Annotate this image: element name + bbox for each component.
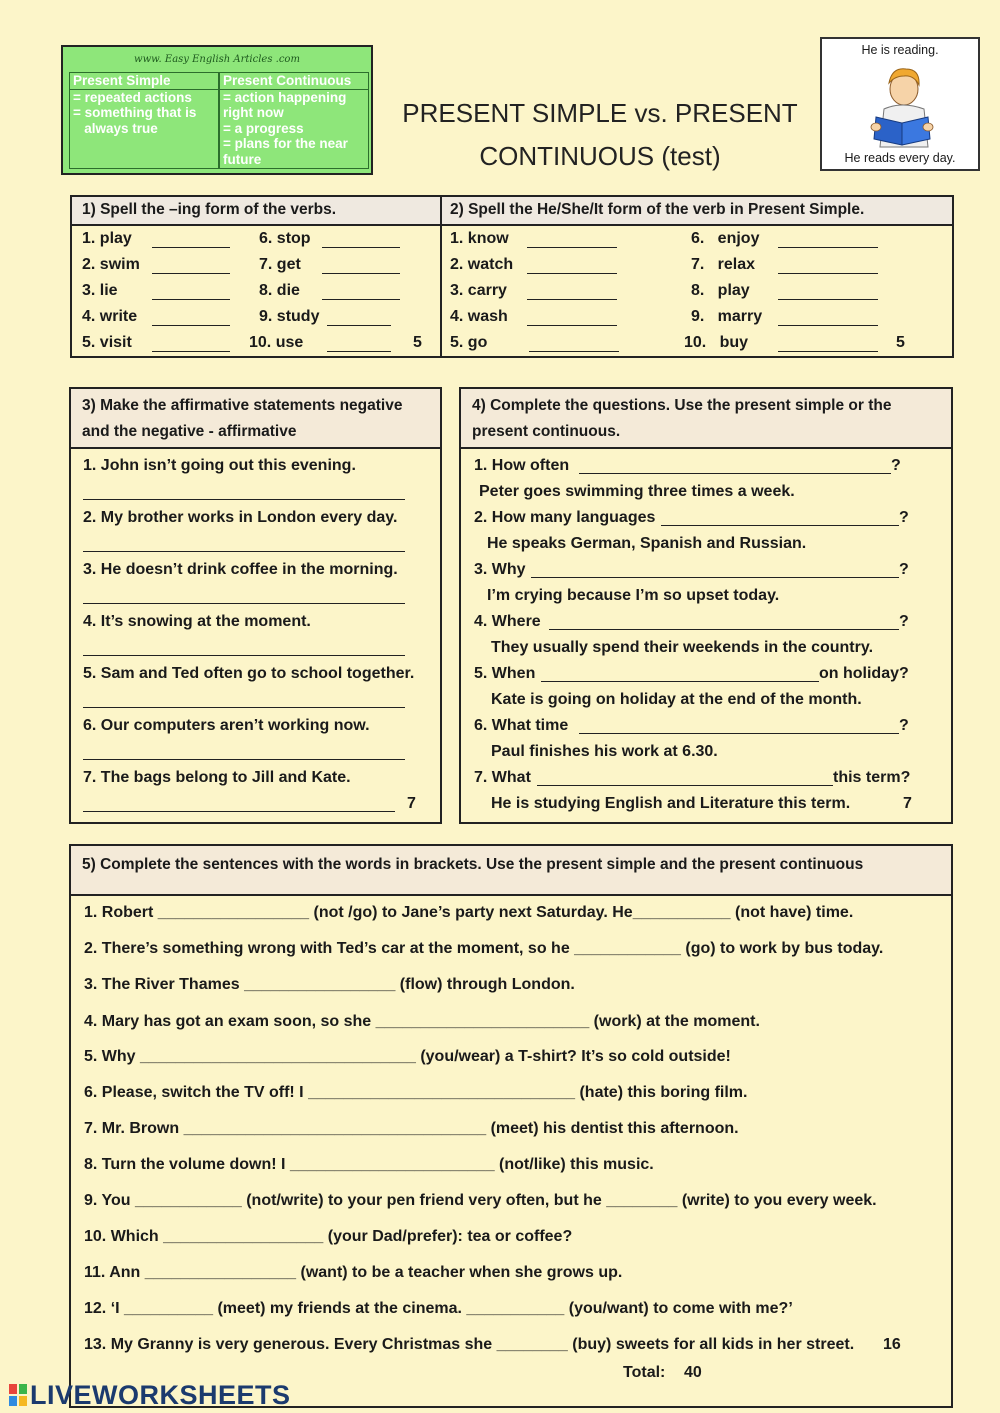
- ex2-answer-blank[interactable]: [527, 325, 617, 326]
- ex4-answer-text: They usually spend their weekends in the country.: [491, 639, 874, 656]
- ex4-question-start: 7. What: [474, 769, 531, 786]
- ex1-points: 5: [413, 334, 422, 351]
- ex4-question-start: 1. How often: [474, 457, 570, 474]
- ex5-sentence-text: (your Dad/prefer): tea or coffee?: [323, 1228, 573, 1245]
- ex5-answer-blank[interactable]: __________: [124, 1300, 214, 1317]
- ex4-answer-blank[interactable]: [541, 681, 819, 682]
- ex5-answer-blank[interactable]: _________________: [244, 976, 396, 993]
- ex5-answer-blank[interactable]: __________________________________: [183, 1120, 487, 1137]
- ex5-sentence: [84, 1013, 760, 1031]
- ex4-answer-blank[interactable]: [549, 629, 899, 630]
- ex5-sentence-text: 7. Mr. Brown: [84, 1120, 184, 1137]
- exercise-3: [69, 387, 442, 824]
- ex3-statement: 1. John isn’t going out this evening.: [83, 457, 356, 474]
- ex1-item: 1. play: [82, 230, 132, 247]
- brand-logo[interactable]: [8, 1380, 291, 1411]
- ex5-answer-blank[interactable]: ________________________: [375, 1013, 590, 1030]
- present-simple-heading: Present Simple: [70, 73, 218, 90]
- illustration-box: [820, 37, 980, 171]
- present-continuous-heading: Present Continuous: [220, 73, 368, 90]
- ex5-sentence-text: (not have) time.: [730, 904, 854, 921]
- ex1-item: 5. visit: [82, 334, 132, 351]
- ex2-answer-blank[interactable]: [778, 325, 878, 326]
- ex1-answer-blank[interactable]: [327, 325, 391, 326]
- ex2-points: 5: [896, 334, 905, 351]
- ex5-sentence-text: (you/want) to come with me?’: [564, 1300, 793, 1317]
- brand-name: LIVEWORKSHEETS: [30, 1380, 291, 1410]
- ex4-question-start: 6. What time: [474, 717, 569, 734]
- ex5-sentence-text: (write) to you every week.: [677, 1192, 877, 1209]
- column-divider: [440, 197, 442, 356]
- ex5-sentence-text: 6. Please, switch the TV off! I: [84, 1084, 309, 1101]
- ex5-answer-blank[interactable]: _________________: [157, 904, 310, 921]
- ex5-sentence: [84, 1228, 572, 1246]
- tense-summary-box: [61, 45, 373, 175]
- ex4-answer-text: Kate is going on holiday at the end of the month.: [491, 691, 862, 708]
- ex4-answer-blank[interactable]: [537, 785, 833, 786]
- ex3-statement: 7. The bags belong to Jill and Kate.: [83, 769, 351, 786]
- ex5-sentence: [84, 1336, 854, 1354]
- ex4-question-end: ?: [899, 509, 909, 526]
- ex1-answer-blank[interactable]: [322, 247, 400, 248]
- ex3-answer-line[interactable]: [83, 707, 405, 708]
- ex5-answer-blank[interactable]: ________: [606, 1192, 678, 1209]
- ex5-sentence: [84, 1192, 877, 1210]
- ex4-question-start: 4. Where: [474, 613, 541, 630]
- total-value: 40: [684, 1364, 702, 1381]
- ex2-answer-blank[interactable]: [527, 247, 617, 248]
- ex5-sentence: [84, 940, 883, 958]
- ex4-points: 7: [903, 795, 912, 812]
- ex4-answer-blank[interactable]: [661, 525, 899, 526]
- ex2-answer-blank[interactable]: [529, 351, 619, 352]
- ex5-sentence-text: (not/like) this music.: [494, 1156, 654, 1173]
- ex5-sentence-text: (go) to work by bus today.: [680, 940, 884, 957]
- ex4-question-end: on holiday?: [819, 665, 909, 682]
- present-continuous-line: = a progress: [223, 120, 304, 136]
- ex2-answer-blank[interactable]: [778, 247, 878, 248]
- ex2-item: 9. marry: [691, 308, 763, 325]
- ex1-item: 10. use: [249, 334, 304, 351]
- ex5-sentence: [84, 1084, 747, 1102]
- ex5-sentence: [84, 1264, 622, 1282]
- ex3-answer-line[interactable]: [83, 759, 405, 760]
- ex1-item: 7. get: [259, 256, 301, 273]
- ex2-item: 6. enjoy: [691, 230, 760, 247]
- ex1-item: 6. stop: [259, 230, 311, 247]
- ex2-answer-blank[interactable]: [527, 273, 617, 274]
- ex5-sentence-text: 5. Why: [84, 1048, 141, 1065]
- ex5-answer-blank[interactable]: ______________________________: [308, 1084, 576, 1101]
- ex3-points: 7: [407, 795, 416, 812]
- ex5-sentence: [84, 904, 853, 922]
- ex5-sentence-text: (meet) his dentist this afternoon.: [486, 1120, 739, 1137]
- ex1-answer-blank[interactable]: [322, 273, 400, 274]
- source-site: www. Easy English Articles .com: [134, 54, 300, 65]
- ex5-sentence-text: (not/write) to your pen friend very often, but he: [241, 1192, 607, 1209]
- ex2-answer-blank[interactable]: [778, 273, 878, 274]
- ex1-answer-blank[interactable]: [152, 299, 230, 300]
- ex1-answer-blank[interactable]: [152, 351, 230, 352]
- ex5-sentence-text: (not /go) to Jane’s party next Saturday. He: [309, 904, 633, 921]
- ex5-answer-blank[interactable]: ___________: [466, 1300, 565, 1317]
- ex5-answer-blank[interactable]: ________: [496, 1336, 568, 1353]
- exercise-4-header: [461, 389, 951, 449]
- ex5-sentence: [84, 976, 575, 994]
- exercise-3-heading-line-1: 3) Make the affirmative statements negative: [82, 397, 403, 414]
- ex5-sentence-text: 8. Turn the volume down! I: [84, 1156, 290, 1173]
- exercise-5-heading: 5) Complete the sentences with the words in brackets. Use the present simple and the present continuous: [82, 856, 864, 873]
- ex2-item: 7. relax: [691, 256, 756, 273]
- ex1-answer-blank[interactable]: [322, 299, 400, 300]
- ex1-answer-blank[interactable]: [327, 351, 391, 352]
- ex3-statement: 4. It’s snowing at the moment.: [83, 613, 311, 630]
- title-line-2: CONTINUOUS (test): [479, 141, 721, 171]
- ex5-sentence-text: 1. Robert: [84, 904, 158, 921]
- present-continuous-line: right now: [223, 105, 284, 120]
- present-simple-column: [69, 72, 219, 169]
- ex5-answer-blank[interactable]: _________________: [144, 1264, 297, 1281]
- ex5-answer-blank[interactable]: ____________: [134, 1192, 242, 1209]
- ex2-item: 10. buy: [684, 334, 749, 351]
- exercise-5-header: [71, 846, 951, 896]
- page-title: [390, 92, 810, 178]
- ex4-question-end: ?: [899, 561, 909, 578]
- boy-reading-illustration: [862, 61, 942, 149]
- ex5-answer-blank[interactable]: _______________________: [289, 1156, 495, 1173]
- ex3-answer-line[interactable]: [83, 499, 405, 500]
- ex3-statement: 5. Sam and Ted often go to school together.: [83, 665, 415, 682]
- exercise-4-heading-line-1: 4) Complete the questions. Use the present simple or the: [472, 397, 892, 414]
- ex3-statement: 6. Our computers aren’t working now.: [83, 717, 370, 734]
- ex5-sentence-text: (buy) sweets for all kids in her street.: [567, 1336, 855, 1353]
- ex5-sentence-text: 2. There’s something wrong with Ted’s car at the moment, so he: [84, 940, 575, 957]
- caption-top: He is reading.: [861, 43, 939, 57]
- caption-bottom: He reads every day.: [844, 151, 956, 165]
- present-continuous-line: = plans for the near: [223, 136, 348, 151]
- ex5-sentence-text: (work) at the moment.: [589, 1013, 760, 1030]
- ex1-item: 2. swim: [82, 256, 140, 273]
- ex5-sentence-text: 4. Mary has got an exam soon, so she: [84, 1013, 376, 1030]
- ex4-answer-text: Peter goes swimming three times a week.: [479, 483, 795, 500]
- liveworksheets-icon: [8, 1383, 28, 1407]
- ex2-item: 4. wash: [450, 308, 508, 325]
- ex4-answer-blank[interactable]: [579, 473, 891, 474]
- ex2-item: 8. play: [691, 282, 750, 299]
- ex2-item: 2. watch: [450, 256, 514, 273]
- ex1-item: 3. lie: [82, 282, 118, 299]
- ex5-sentence-text: 12. ‘I: [84, 1300, 125, 1317]
- ex4-question-end: ?: [899, 717, 909, 734]
- ex4-answer-text: He speaks German, Spanish and Russian.: [487, 535, 807, 552]
- present-simple-line: = something that is: [73, 105, 197, 120]
- ex5-sentence-text: (you/wear) a T-shirt? It’s so cold outside!: [415, 1048, 731, 1065]
- ex5-sentence-text: 3. The River Thames: [84, 976, 245, 993]
- ex5-sentence: [84, 1156, 654, 1174]
- exercise-4-heading-line-2: present continuous.: [472, 423, 621, 440]
- present-continuous-line: future: [223, 151, 262, 167]
- ex4-question-start: 5. When: [474, 665, 536, 682]
- ex1-answer-blank[interactable]: [152, 247, 230, 248]
- ex3-statement: 2. My brother works in London every day.: [83, 509, 398, 526]
- ex5-sentence-text: (want) to be a teacher when she grows up.: [296, 1264, 623, 1281]
- ex5-sentence-text: (meet) my friends at the cinema.: [213, 1300, 467, 1317]
- ex2-answer-blank[interactable]: [778, 299, 878, 300]
- total-label: Total:: [623, 1364, 666, 1381]
- title-line-1: PRESENT SIMPLE vs. PRESENT: [402, 98, 798, 128]
- ex5-points: 16: [883, 1336, 901, 1353]
- ex5-sentence-text: 13. My Granny is very generous. Every Christmas she: [84, 1336, 497, 1353]
- ex5-sentence: [84, 1120, 739, 1138]
- ex2-item: 3. carry: [450, 282, 507, 299]
- ex4-question-end: ?: [891, 457, 901, 474]
- ex5-sentence-text: (hate) this boring film.: [575, 1084, 748, 1101]
- exercise-3-header: [71, 389, 440, 449]
- exercise-2-heading: 2) Spell the He/She/It form of the verb in Present Simple.: [450, 201, 865, 218]
- ex1-answer-blank[interactable]: [152, 325, 230, 326]
- ex5-sentence-text: 9. You: [84, 1192, 135, 1209]
- ex5-sentence: [84, 1048, 731, 1066]
- ex3-answer-line[interactable]: [83, 603, 405, 604]
- ex4-answer-text: Paul finishes his work at 6.30.: [491, 743, 718, 760]
- ex3-answer-line[interactable]: [83, 811, 395, 812]
- ex2-answer-blank[interactable]: [778, 351, 878, 352]
- ex4-answer-text: He is studying English and Literature this term.: [491, 795, 851, 812]
- ex4-question-end: this term?: [833, 769, 911, 786]
- present-simple-line: = repeated actions: [73, 89, 192, 105]
- ex1-item: 8. die: [259, 282, 300, 299]
- ex2-item: 1. know: [450, 230, 509, 247]
- ex1-answer-blank[interactable]: [152, 273, 230, 274]
- present-simple-line: always true: [73, 120, 158, 136]
- ex4-question-end: ?: [899, 613, 909, 630]
- exercise-1-heading: 1) Spell the –ing form of the verbs.: [82, 201, 337, 218]
- ex5-sentence-text: 11. Ann: [84, 1264, 145, 1281]
- exercise-3-heading-line-2: and the negative - affirmative: [82, 423, 297, 440]
- ex3-statement: 3. He doesn’t drink coffee in the morning.: [83, 561, 398, 578]
- ex2-item: 5. go: [450, 334, 488, 351]
- ex4-question-start: 3. Why: [474, 561, 526, 578]
- present-continuous-line: = action happening: [223, 89, 347, 105]
- ex5-answer-blank[interactable]: __________________: [163, 1228, 324, 1245]
- ex4-answer-text: I’m crying because I’m so upset today.: [487, 587, 780, 604]
- exercise-1-2: [70, 195, 954, 358]
- ex4-answer-blank[interactable]: [531, 577, 899, 578]
- exercise-4: [459, 387, 953, 824]
- ex4-answer-blank[interactable]: [579, 733, 899, 734]
- ex2-answer-blank[interactable]: [527, 299, 617, 300]
- ex1-item: 4. write: [82, 308, 138, 325]
- ex5-sentence: [84, 1300, 793, 1318]
- exercise-5: [69, 844, 953, 1408]
- ex3-answer-line[interactable]: [83, 655, 405, 656]
- ex5-answer-blank[interactable]: ___________: [632, 904, 731, 921]
- ex1-item: 9. study: [259, 308, 320, 325]
- ex5-sentence-text: 10. Which: [84, 1228, 164, 1245]
- ex3-answer-line[interactable]: [83, 551, 405, 552]
- ex5-answer-blank[interactable]: _______________________________: [140, 1048, 416, 1065]
- ex5-answer-blank[interactable]: ____________: [574, 940, 681, 957]
- ex5-sentence-text: (flow) through London.: [395, 976, 575, 993]
- ex4-question-start: 2. How many languages: [474, 509, 656, 526]
- present-continuous-column: [219, 72, 369, 169]
